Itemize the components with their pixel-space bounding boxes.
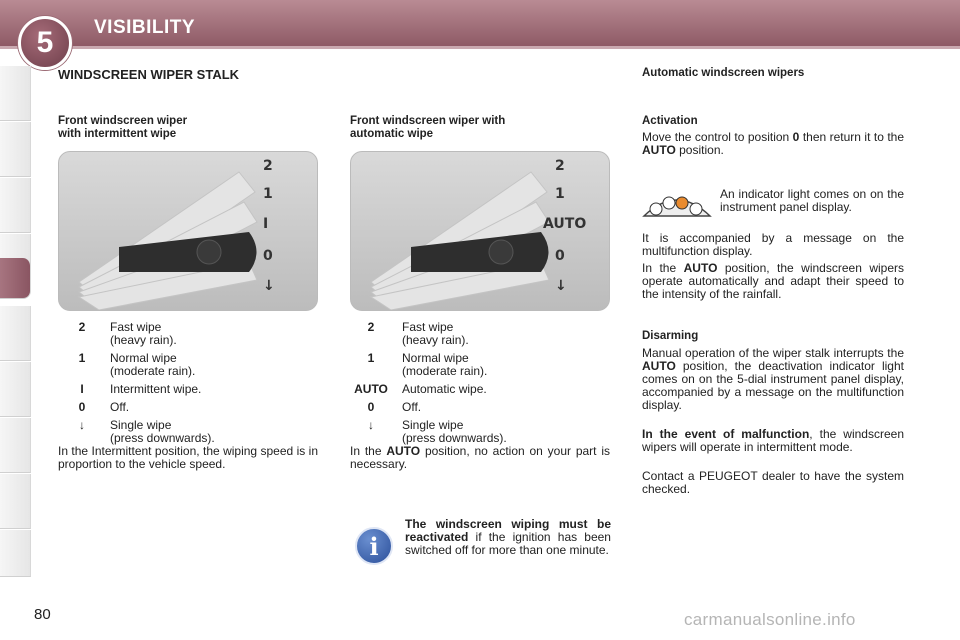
activation-text — [642, 131, 904, 157]
indicator-text: An indicator light comes on on the instrument panel display. — [720, 187, 904, 214]
legend-row — [64, 419, 314, 445]
stalk-position-label: 0 — [263, 248, 273, 264]
legend-row — [350, 383, 600, 396]
stalk-position-label: I — [263, 216, 269, 232]
bold-term: AUTO — [642, 143, 676, 157]
info-note — [405, 518, 611, 557]
activation-heading: Activation — [642, 115, 698, 127]
legend-row — [64, 352, 314, 378]
legend-text: Automatic wipe. — [402, 382, 487, 396]
text-run: , the windscreen wipers will operate in intermittent mode. — [642, 427, 904, 454]
wiper-stalk-illustration-intermittent — [58, 151, 318, 311]
text-run: then return it to the — [802, 130, 904, 144]
chapter-tab[interactable] — [0, 122, 31, 177]
stalk-position-label: 2 — [555, 158, 565, 174]
chapter-tab[interactable] — [0, 178, 31, 233]
legend-row — [350, 419, 600, 445]
text-run: In the — [642, 261, 677, 275]
chapter-tab[interactable] — [0, 474, 31, 529]
stalk-knob — [197, 240, 221, 264]
stalk-position-label: AUTO — [543, 216, 587, 232]
instrument-panel-icon — [642, 190, 712, 220]
wiper-stalk-drawing — [351, 152, 609, 310]
chapter-tab[interactable] — [0, 306, 31, 361]
chapter-tabs — [0, 66, 32, 576]
legend-text: Off. — [402, 400, 422, 414]
stalk-knob — [489, 240, 513, 264]
section-title: WINDSCREEN WIPER STALK — [58, 67, 240, 82]
accompanied-text: It is accompanied by a message on the multifunction display. — [642, 231, 904, 258]
legend-text: Normal wipe (moderate rain). — [110, 351, 196, 378]
legend-key: 0 — [367, 400, 375, 414]
chapter-tab[interactable] — [0, 530, 31, 577]
text-run: Move the control to position — [642, 130, 790, 144]
mid-subtitle: Front windscreen wiper with automatic wipe — [350, 115, 506, 140]
legend-key: 0 — [78, 400, 86, 414]
bold-term: The windscreen wiping must be reactivated — [405, 517, 611, 544]
text-run: position, the windscreen wipers operate automatically and adapt their speed to the intensity of the rainfall. — [642, 261, 904, 301]
text-run: position. — [679, 143, 724, 157]
mid-note — [350, 445, 610, 471]
legend-key: 2 — [367, 320, 375, 334]
page-number: 80 — [34, 606, 51, 623]
chapter-title: VISIBILITY — [94, 17, 196, 38]
legend-row — [350, 352, 600, 378]
legend-row — [64, 401, 314, 414]
stalk-position-label: ↓ — [555, 278, 567, 294]
left-note: In the Intermittent position, the wiping speed is in proportion to the vehicle speed. — [58, 444, 318, 471]
text-run: Manual operation of the wiper stalk interrupts the — [642, 346, 904, 360]
left-legend — [64, 321, 314, 450]
legend-row — [350, 401, 600, 414]
bold-term: AUTO — [642, 359, 676, 373]
legend-text: Single wipe (press downwards). — [110, 418, 215, 445]
legend-text: Fast wipe (heavy rain). — [110, 320, 177, 347]
legend-text: Single wipe (press downwards). — [402, 418, 507, 445]
bold-term: AUTO — [683, 261, 718, 275]
stalk-position-label: ↓ — [263, 278, 275, 294]
legend-text: Intermittent wipe. — [110, 382, 202, 396]
disarming-heading: Disarming — [642, 330, 699, 342]
auto-text — [642, 262, 904, 301]
legend-row — [64, 383, 314, 396]
chapter-tab[interactable] — [0, 362, 31, 417]
legend-text: Fast wipe (heavy rain). — [402, 320, 469, 347]
bold-term: In the event of malfunction — [642, 427, 810, 441]
wiper-stalk-illustration-auto — [350, 151, 610, 311]
text-run: position, the deactivation indicator light comes on on the 5-dial instrument panel display, accompanied by a message on the multifunction display. — [642, 359, 904, 412]
legend-key: 1 — [78, 351, 86, 365]
watermark: carmanualsonline.info — [684, 610, 856, 629]
stalk-position-label: 1 — [263, 186, 273, 202]
legend-key: 1 — [367, 351, 375, 365]
stalk-position-label: 1 — [555, 186, 565, 202]
legend-row — [64, 321, 314, 347]
chapter-tab-active[interactable] — [0, 258, 31, 299]
header-divider — [0, 46, 960, 49]
chapter-tab[interactable] — [0, 66, 31, 121]
chapter-number-badge: 5 — [18, 16, 72, 70]
wiper-stalk-drawing — [59, 152, 317, 310]
legend-text: Off. — [110, 400, 130, 414]
chapter-tab[interactable] — [0, 418, 31, 473]
info-icon: i — [355, 527, 393, 565]
legend-key: ↓ — [79, 418, 85, 432]
bold-term: AUTO — [386, 444, 421, 458]
legend-key: AUTO — [354, 382, 388, 396]
legend-key: I — [80, 382, 84, 396]
right-column-title: Automatic windscreen wipers — [642, 67, 805, 79]
legend-key: ↓ — [368, 418, 374, 432]
text-run: position, no action on your part is necessary. — [350, 444, 610, 471]
mid-legend — [350, 321, 600, 450]
stalk-position-label: 0 — [555, 248, 565, 264]
disarming-text — [642, 347, 904, 412]
text-run: if the ignition has been switched off for more than one minute. — [405, 530, 611, 557]
malfunction-text — [642, 428, 904, 454]
left-subtitle: Front windscreen wiper with intermittent wipe — [58, 115, 188, 140]
text-run: In the — [350, 444, 382, 458]
legend-text: Normal wipe (moderate rain). — [402, 351, 488, 378]
legend-row — [350, 321, 600, 347]
bold-term: 0 — [792, 130, 800, 144]
stalk-position-label: 2 — [263, 158, 273, 174]
contact-text: Contact a PEUGEOT dealer to have the system checked. — [642, 469, 904, 496]
legend-key: 2 — [78, 320, 86, 334]
